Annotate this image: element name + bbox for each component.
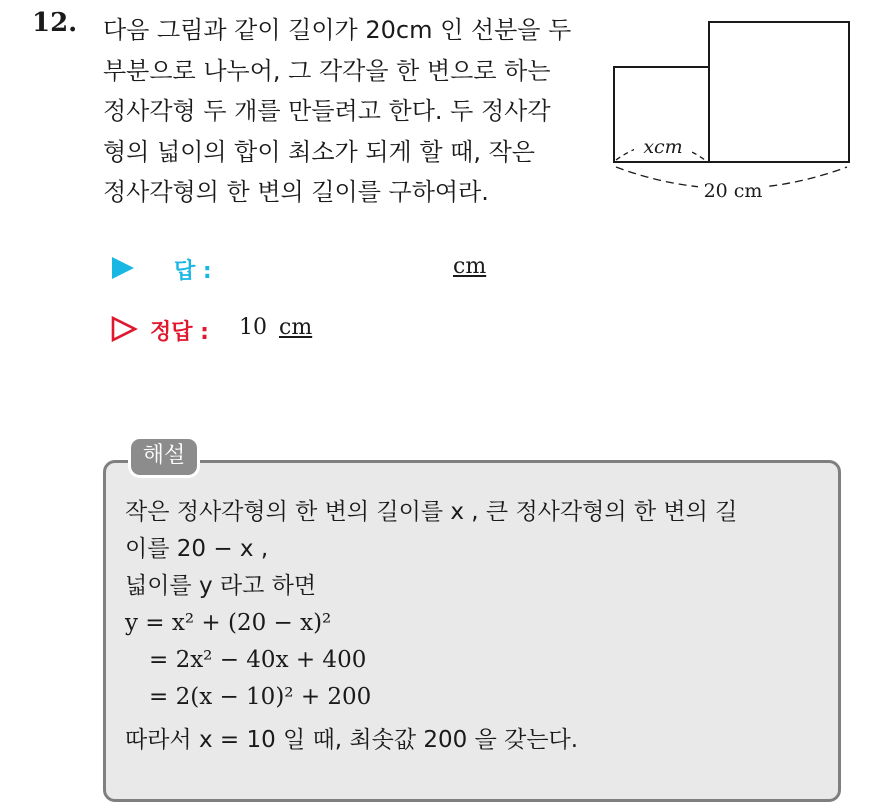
answer-label: 답 : <box>174 259 212 284</box>
question-line: 정사각형의 한 변의 길이를 구하여라. <box>103 178 489 206</box>
solution-conclusion: 따라서 x = 10 일 때, 최솟값 200 을 갖는다. <box>125 727 579 753</box>
right-triangle-filled-icon <box>110 256 136 280</box>
correct-answer-value: 10 <box>239 315 267 340</box>
correct-answer-unit: cm <box>279 315 313 340</box>
solution-body <box>125 494 835 759</box>
answer-unit: cm <box>453 254 487 279</box>
two-squares-figure <box>600 10 860 210</box>
solution-equation: = 2(x − 10)² + 200 <box>149 684 372 710</box>
question-number: 12. <box>32 8 78 38</box>
question-line: 다음 그림과 같이 길이가 20cm 인 선분을 두 <box>103 16 572 44</box>
question-line: 부분으로 나누어, 그 각각을 한 변으로 하는 <box>103 56 551 85</box>
question-line: 형의 넓이의 합이 최소가 되게 할 때, 작은 <box>103 137 535 166</box>
solution-line: 이를 20 − x , <box>125 536 269 562</box>
total-length-label: 20 cm <box>703 180 763 202</box>
solution-tab: 해설 <box>128 436 200 478</box>
large-square <box>709 22 849 162</box>
question-text <box>103 10 593 213</box>
solution-line: 넓이를 y 라고 하면 <box>125 573 317 599</box>
small-side-label: xcm <box>643 136 683 158</box>
solution-equation: = 2x² − 40x + 400 <box>149 647 367 673</box>
solution-line: 작은 정사각형의 한 변의 길이를 x , 큰 정사각형의 한 변의 길 <box>125 499 738 525</box>
solution-equation: y = x² + (20 − x)² <box>125 610 332 636</box>
right-triangle-outline-icon <box>110 316 138 342</box>
question-line: 정사각형 두 개를 만들려고 한다. 두 정사각 <box>103 97 551 125</box>
correct-answer-label: 정답 : <box>150 320 209 345</box>
